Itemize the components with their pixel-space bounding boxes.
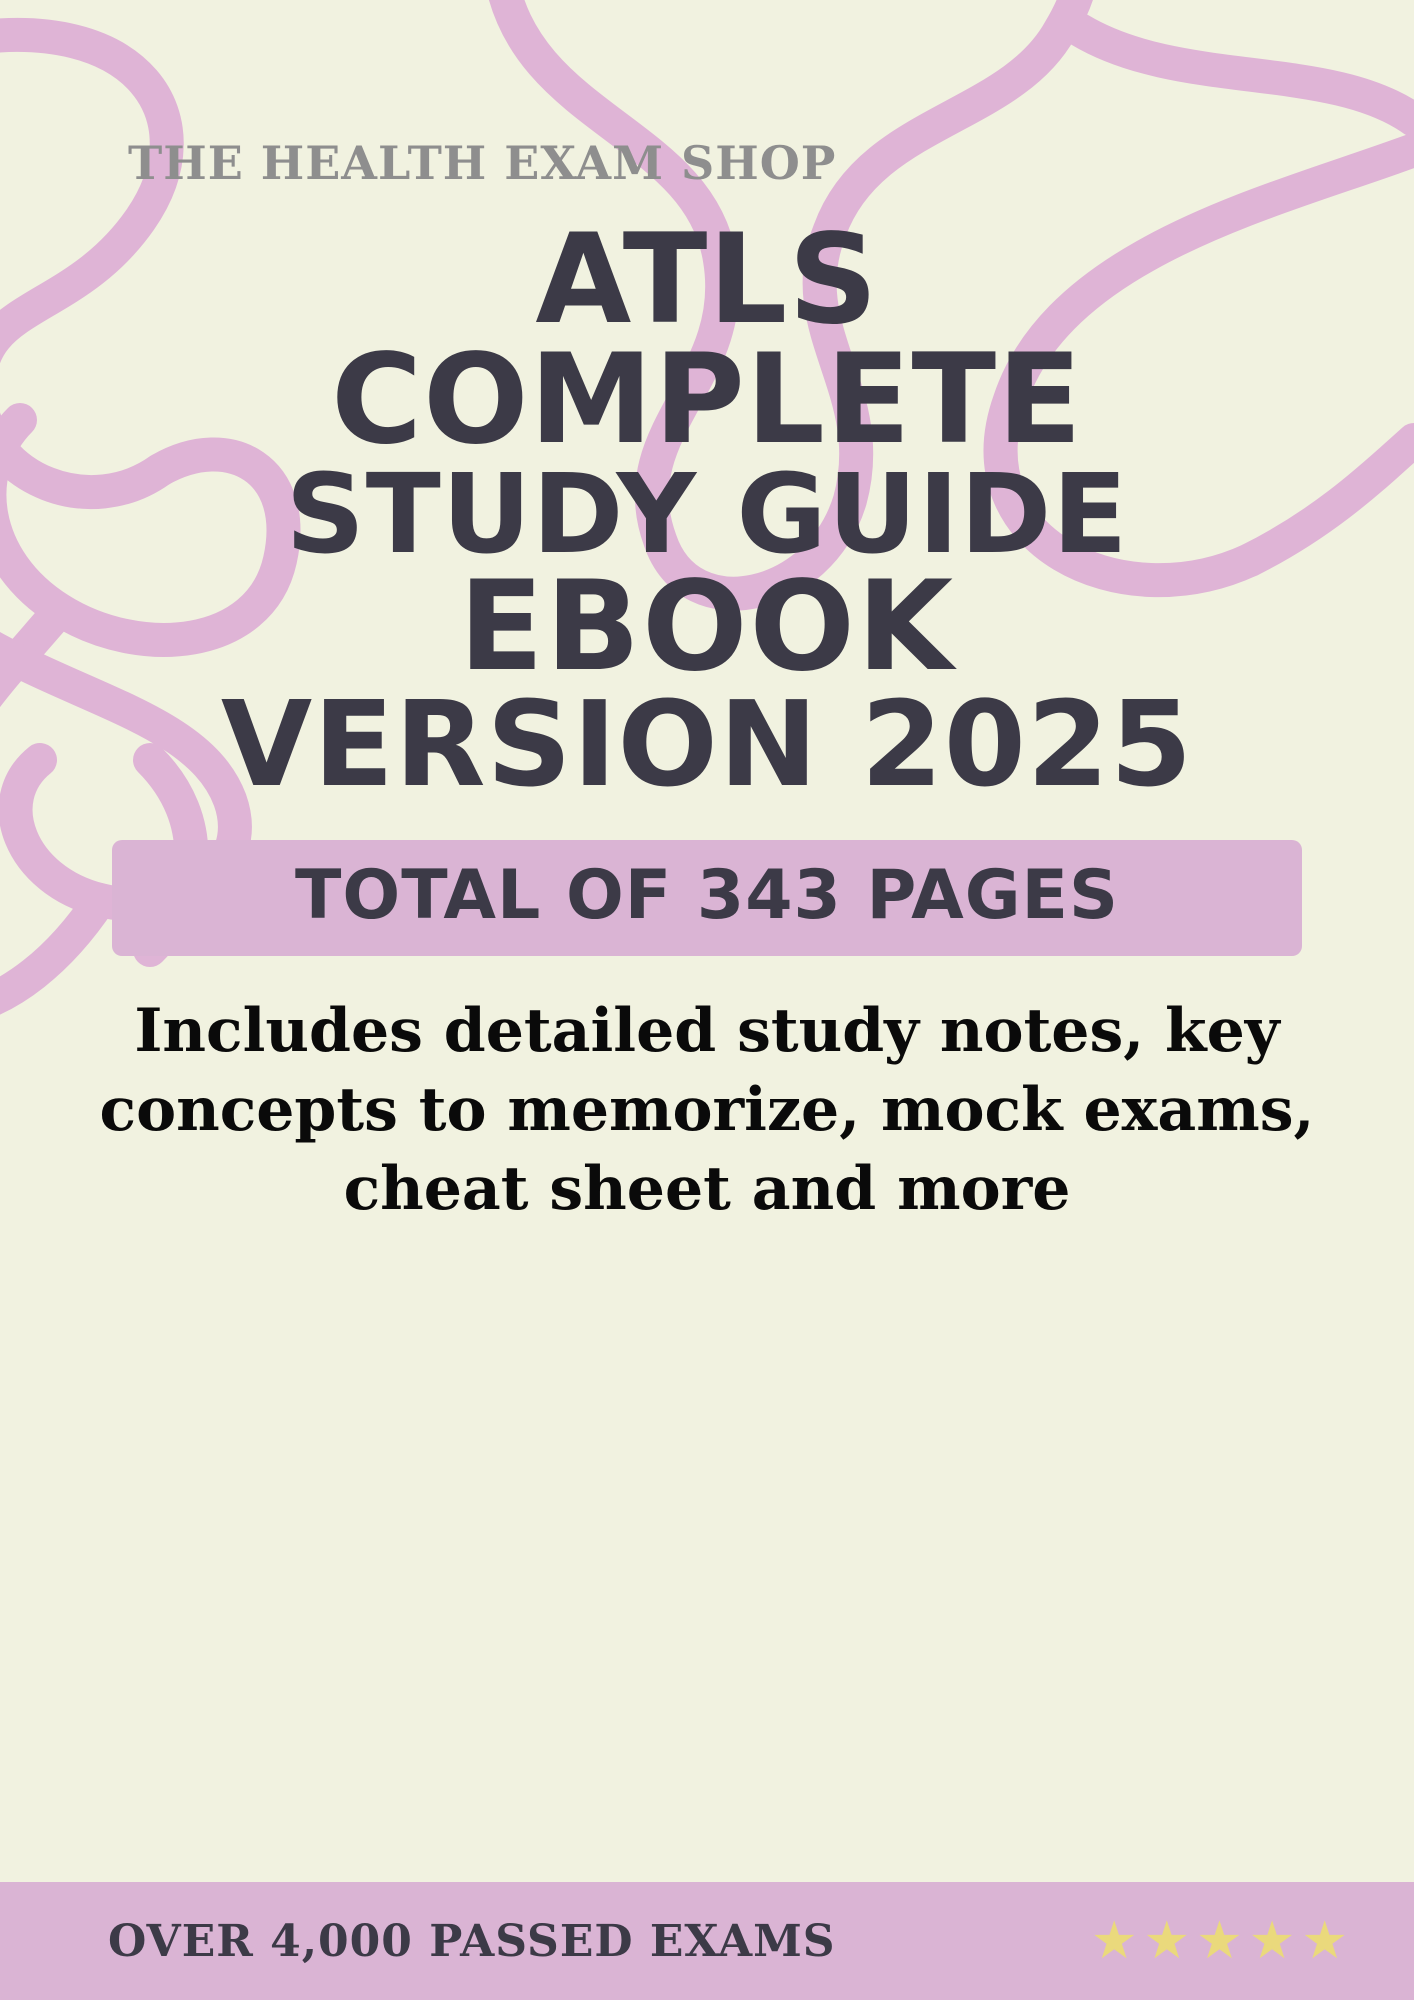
star-rating-icon: ★★★★★: [1090, 1912, 1354, 1970]
title-line-4: EBOOK: [458, 555, 956, 700]
page-title: [110, 208, 1304, 814]
page-count-label: TOTAL OF 343 PAGES: [295, 855, 1119, 935]
passed-exams-label: OVER 4,000 PASSED EXAMS: [108, 1915, 836, 1967]
page-count-banner: [112, 840, 1302, 956]
title-line-5: VERSION 2025: [220, 675, 1194, 814]
title-line-3: STUDY GUIDE: [285, 449, 1129, 578]
footer-bar: [0, 1882, 1414, 2000]
title-line-1: ATLS: [535, 208, 879, 352]
description-text: Includes detailed study notes, key concepts to memorize, mock exams, cheat sheet and more: [99, 995, 1315, 1225]
brand-name: THE HEALTH EXAM SHOP: [128, 136, 837, 190]
title-line-2: COMPLETE: [331, 328, 1083, 473]
